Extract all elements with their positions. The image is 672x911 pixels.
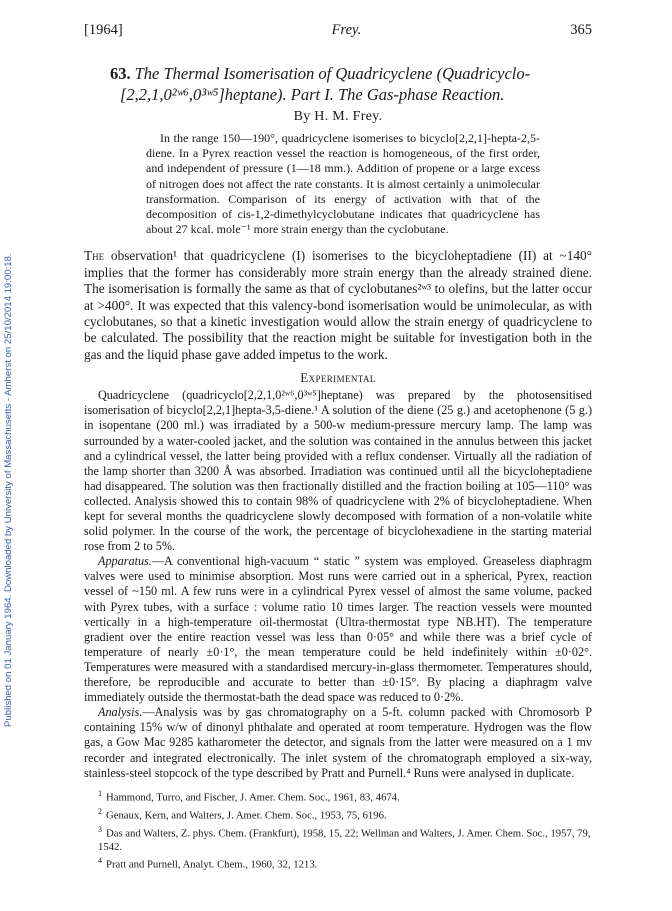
apparatus-paragraph	[84, 554, 592, 705]
analysis-paragraph	[84, 705, 592, 780]
intro-lead-word: The	[84, 248, 105, 264]
article-number: 63.	[110, 64, 131, 83]
running-head	[84, 22, 592, 44]
page-number: 365	[570, 22, 592, 38]
apparatus-run-in-head: Apparatus.	[98, 554, 152, 569]
apparatus-text: —A conventional high-vacuum “ static ” system was employed. Greaseless diaphragm valves were used to minimise absorption. Most runs were carried out in a spherical, Pyrex, reaction vessel of ~150 ml. A few runs were in a cylindrical Pyrex vessel of almost the same volume, packed with Pyrex tubes, with a surface : volume ratio 10 times larger. The reaction vessels were mounted vertically in a high-temperature oil-thermostat (Ultra-thermostat type NB.HT). The temperature gradient over the entire reaction vessel was less than 0·05° and while there was a brief cycle of temperature of nearly ±0·1°, the mean temperature could be held indefinitely within ±0·02°. Temperatures were measured with a standardised mercury-in-glass thermometer. Temperatures should, therefore, be reproducible and accurate to better than ±0·15°. By placing a diaphragm valve immediately outside the thermostat-bath the dead space was reduced to 0·2%.	[84, 554, 592, 705]
intro-paragraph	[84, 248, 592, 363]
download-watermark: Published on 01 January 1964. Downloaded by University of Massachusetts - Amherst on 25/10/2014 19:00:18.	[3, 253, 14, 727]
intro-text: observation¹ that quadricyclene (I) isomerises to the bicycloheptadiene (II) at ~140° implies that the former has considerably more strain energy than the already strained diene. The isomerisation is formally the same as that of cyclobutanes²ʷ³ to olefins, but the latter occur at >400°. It was expected that this valency-bond isomerisation would be unimolecular, as with cyclobutanes, so that a kinetic investigation would allow the strain energy of quadricyclene to be calculated. The possibility that the reaction might be suitable for investigation both in the gas and the liquid phase gave added impetus to the work.	[84, 248, 592, 362]
footnote: $^3$ Das and Walters, Z. phys. Chem. (Frankfurt), 1958, 15, 22; Wellman and Walters, J. Amer. Chem. Soc., 1957, 79, 1542.	[98, 824, 591, 853]
experimental-body	[84, 388, 592, 780]
section-heading-experimental: Experimental	[300, 370, 376, 386]
footnote: $^4$ Pratt and Purnell, Analyt. Chem., 1960, 32, 1213.	[98, 856, 318, 871]
journal-page	[84, 22, 592, 872]
year-bracket: [1964]	[84, 22, 123, 38]
author-byline: By H. M. Frey.	[293, 109, 383, 124]
title-line-2: [2,2,1,0²ʷ⁶,0³ʷ⁵]heptane). Part I. The Gas-phase Reaction.	[120, 85, 505, 104]
abstract	[146, 131, 540, 237]
footnotes	[84, 787, 592, 872]
introduction	[84, 248, 592, 363]
preparation-paragraph: Quadricyclene (quadricyclo[2,2,1,0²ʷ⁶,0³ʷ⁵]heptane) was prepared by the photosensitised isomerisation of bicyclo[2,2,1]hepta-3,5-diene.¹ A solution of the diene (25 g.) and acetophenone (5 g.) in isopentane (200 ml.) was irradiated by a 500-w medium-pressure mercury lamp. The lamp was surrounded by a water-cooled jacket, and the solution was contained in the annulus between this jacket and a cylindrical vessel, the latter being provided with a reflux condenser. Virtually all the radiation of the lamp shorter than 3200 Å was absorbed. Irradiation was continued until all the bicycloheptadiene had disappeared. The solution was then fractionally distilled and the fraction boiling at 105—110° was collected. Analysis showed this to contain 98% of quadricyclene with 2% of bicycloheptadiene. When kept for several months the quadricyclene slowly decomposed with formation of a non-volatile white solid polymer. In the course of the work, the percentage of bicyclohexadiene in the starting material rose from 2 to 5%.	[84, 388, 592, 554]
title-line-1: The Thermal Isomerisation of Quadricyclene (Quadricyclo-	[134, 64, 531, 83]
abstract-text: In the range 150—190°, quadricyclene isomerises to bicyclo[2,2,1]-hepta-2,5-diene. In a Pyrex reaction vessel the reaction is homogeneous, of the first order, and independent of pressure (1—18 mm.). Addition of propene or a large excess of nitrogen does not affect the rate constants. It is almost certainly a unimolecular transformation. Comparison of its energy of activation with that of the decomposition of cis-1,2-dimethylcyclobutane indicates that quadricyclene has about 27 kcal. mole⁻¹ more strain energy than the cyclobutane.	[146, 131, 540, 237]
running-author: Frey.	[331, 22, 362, 38]
footnote: $^1$ Hammond, Turro, and Fischer, J. Amer. Chem. Soc., 1961, 83, 4674.	[98, 788, 400, 804]
article-title	[84, 63, 592, 105]
analysis-run-in-head: Analysis.	[98, 705, 143, 720]
analysis-text: —Analysis was by gas chromatography on a 5-ft. column packed with Chromosorb P containing 15% w/w of dinonyl phthalate and operated at room temperature. Hydrogen was the flow gas, a Gow Mac 9285 katharometer the detector, and signals from the latter were measured on a 1 mv recorder and integrated electronically. The inlet system of the chromatograph employed a six-way, stainless-steel stopcock of the type described by Pratt and Purnell.⁴ Runs were analysed in duplicate.	[84, 705, 592, 780]
footnote: $^2$ Genaux, Kern, and Walters, J. Amer. Chem. Soc., 1953, 75, 6196.	[98, 806, 387, 822]
